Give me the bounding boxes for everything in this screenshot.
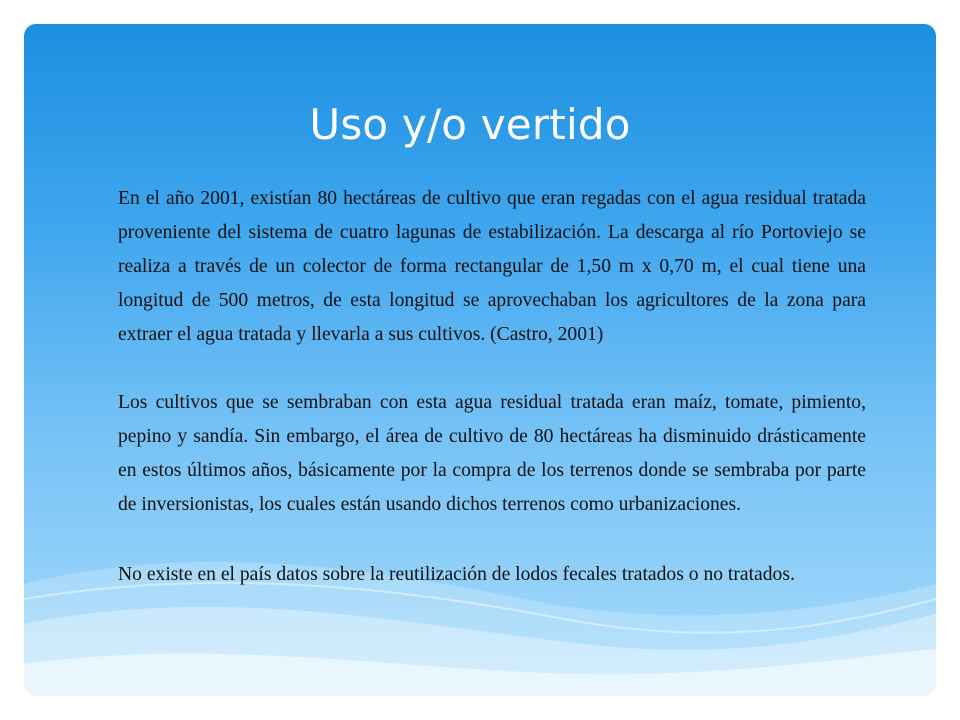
paragraph-spacer [118, 352, 866, 386]
paragraph-crops: Los cultivos que se sembraban con esta agua residual tratada eran maíz, tomate, pimiento, pepino y sandía. Sin embargo, el área de cultivo de 80 hectáreas ha disminuido drásticamente en estos últimos años, básicamente por la compra de los terrenos donde se sembraba por parte de inversionistas, los cuales están usando dichos terrenos como urbanizaciones. [118, 392, 866, 515]
paragraph-spacer [118, 522, 866, 556]
paragraph-sludge: No existe en el país datos sobre la reutilización de lodos fecales tratados o no tratados. [118, 564, 795, 585]
slide-title: Uso y/o vertido [309, 100, 631, 149]
slide-body [118, 182, 866, 594]
paragraph-irrigation: En el año 2001, existían 80 hectáreas de cultivo que eran regadas con el agua residual tratada proveniente del sistema de cuatro lagunas de estabilización. La descarga al río Portoviejo se realiza a través de un colector de forma rectangular de 1,50 m x 0,70 m, el cual tiene una longitud de 500 metros, de esta longitud se aprovechaban los agricultores de la zona para extraer el agua tratada y llevarla a sus cultivos. (Castro, 2001) [118, 188, 866, 345]
